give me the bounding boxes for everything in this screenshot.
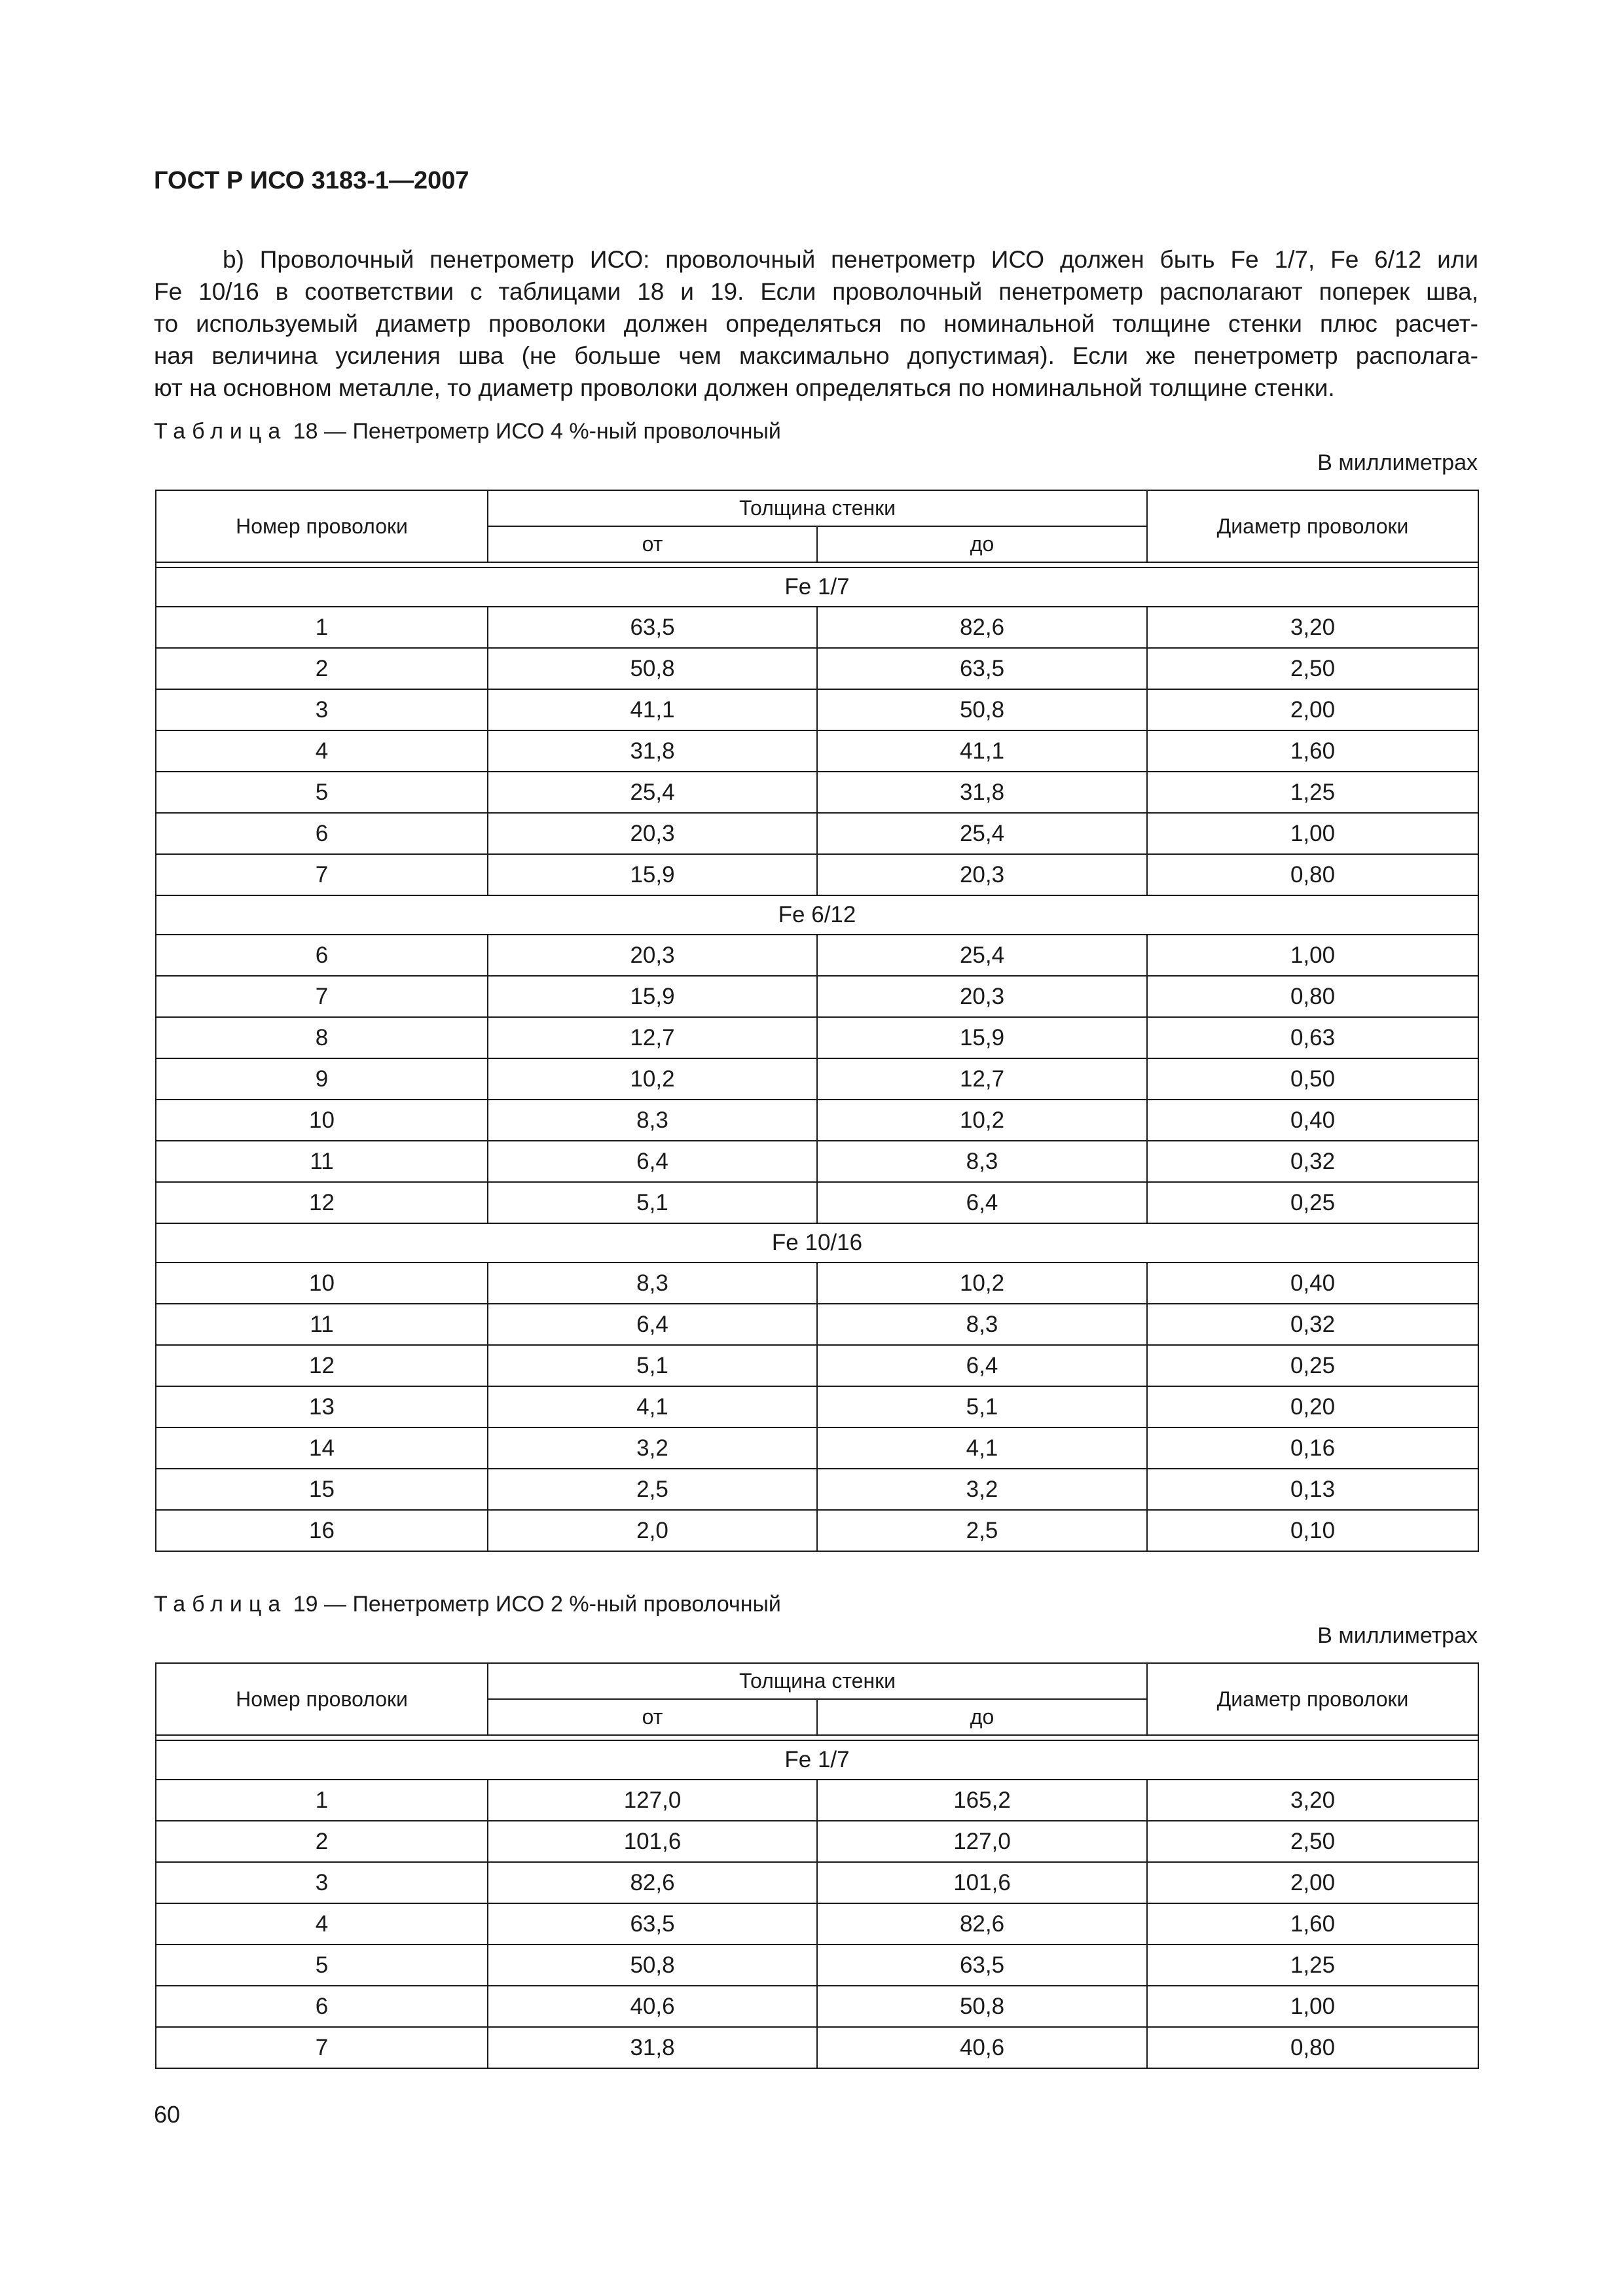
table-cell: 0,80 bbox=[1147, 976, 1478, 1017]
col-header-wire-number: Номер проволоки bbox=[156, 1663, 488, 1735]
table-cell: 14 bbox=[156, 1427, 488, 1469]
table-cell: 1,00 bbox=[1147, 1986, 1478, 2027]
table-caption-text: 19 — Пенетрометр ИСО 2 %-ный проволочный bbox=[293, 1592, 781, 1617]
table-row bbox=[156, 1903, 1478, 1945]
table-cell: 31,8 bbox=[817, 772, 1147, 813]
table-cell: 1 bbox=[156, 607, 488, 648]
table-cell: 0,63 bbox=[1147, 1017, 1478, 1058]
document-header: ГОСТ Р ИСО 3183-1—2007 bbox=[154, 167, 469, 194]
table-cell: 0,32 bbox=[1147, 1304, 1478, 1345]
table-cell: 5,1 bbox=[817, 1386, 1147, 1427]
group-header: Fe 1/7 bbox=[156, 1740, 1478, 1780]
table-cell: 101,6 bbox=[817, 1862, 1147, 1903]
paragraph-line: то используемый диаметр проволоки должен определяться по номинальной толщине стенки плюс расчет- bbox=[154, 310, 1478, 337]
table-cell: 2,50 bbox=[1147, 648, 1478, 689]
table-cell: 9 bbox=[156, 1058, 488, 1100]
table-caption-word: Таблица bbox=[154, 1592, 287, 1617]
table-cell: 63,5 bbox=[488, 1903, 817, 1945]
table-cell: 8,3 bbox=[488, 1100, 817, 1141]
table-cell: 101,6 bbox=[488, 1821, 817, 1862]
table-cell: 63,5 bbox=[817, 648, 1147, 689]
table-row bbox=[156, 1141, 1478, 1182]
table-row bbox=[156, 772, 1478, 813]
table-cell: 1,60 bbox=[1147, 1903, 1478, 1945]
paragraph-line: ная величина усиления шва (не больше чем максимально допустимая). Если же пенетрометр располага- bbox=[154, 342, 1478, 369]
table-cell: 3,20 bbox=[1147, 1780, 1478, 1821]
table-row bbox=[156, 935, 1478, 976]
table-cell: 3,2 bbox=[817, 1469, 1147, 1510]
table-cell: 10,2 bbox=[817, 1263, 1147, 1304]
table-cell: 8 bbox=[156, 1017, 488, 1058]
table-cell: 31,8 bbox=[488, 2027, 817, 2068]
table-cell: 10 bbox=[156, 1263, 488, 1304]
table-cell: 50,8 bbox=[488, 1945, 817, 1986]
table-cell: 1,60 bbox=[1147, 730, 1478, 772]
table-row bbox=[156, 1469, 1478, 1510]
table-cell: 15,9 bbox=[488, 854, 817, 895]
body-paragraph bbox=[154, 243, 1478, 404]
table-cell: 6 bbox=[156, 813, 488, 854]
table-cell: 12 bbox=[156, 1182, 488, 1223]
table-cell: 1,25 bbox=[1147, 1945, 1478, 1986]
table-cell: 2,00 bbox=[1147, 689, 1478, 730]
table-cell: 20,3 bbox=[817, 854, 1147, 895]
table-row bbox=[156, 1182, 1478, 1223]
paragraph-line: ют на основном металле, то диаметр проволоки должен определяться по номинальной толщине стенки. bbox=[154, 374, 1335, 401]
table-cell: 12,7 bbox=[488, 1017, 817, 1058]
table-cell: 0,25 bbox=[1147, 1182, 1478, 1223]
table-row bbox=[156, 1304, 1478, 1345]
table-row bbox=[156, 1017, 1478, 1058]
table-caption-word: Таблица bbox=[154, 419, 287, 444]
table-row bbox=[156, 1862, 1478, 1903]
table-units: В миллиметрах bbox=[1317, 1623, 1478, 1648]
table-cell: 0,40 bbox=[1147, 1100, 1478, 1141]
group-header: Fe 6/12 bbox=[156, 895, 1478, 935]
table-row bbox=[156, 1263, 1478, 1304]
table-cell: 6,4 bbox=[817, 1182, 1147, 1223]
table-cell: 6,4 bbox=[817, 1345, 1147, 1386]
table-row bbox=[156, 1058, 1478, 1100]
table-cell: 40,6 bbox=[817, 2027, 1147, 2068]
table-cell: 8,3 bbox=[488, 1263, 817, 1304]
table-cell: 15 bbox=[156, 1469, 488, 1510]
group-header: Fe 1/7 bbox=[156, 567, 1478, 607]
table-cell: 5 bbox=[156, 1945, 488, 1986]
table-cell: 0,25 bbox=[1147, 1345, 1478, 1386]
table-cell: 50,8 bbox=[817, 1986, 1147, 2027]
table-cell: 7 bbox=[156, 976, 488, 1017]
table-cell: 40,6 bbox=[488, 1986, 817, 2027]
table-cell: 4 bbox=[156, 730, 488, 772]
table-cell: 8,3 bbox=[817, 1304, 1147, 1345]
table-row bbox=[156, 1821, 1478, 1862]
table-cell: 5 bbox=[156, 772, 488, 813]
table-cell: 50,8 bbox=[817, 689, 1147, 730]
table-cell: 3,2 bbox=[488, 1427, 817, 1469]
table-cell: 11 bbox=[156, 1304, 488, 1345]
table-cell: 165,2 bbox=[817, 1780, 1147, 1821]
table-row bbox=[156, 1427, 1478, 1469]
group-header: Fe 10/16 bbox=[156, 1223, 1478, 1263]
table-cell: 3 bbox=[156, 689, 488, 730]
table-row bbox=[156, 1386, 1478, 1427]
paragraph-line: b) Проволочный пенетрометр ИСО: проволочный пенетрометр ИСО должен быть Fe 1/7, Fe 6/12 или bbox=[223, 246, 1478, 273]
table-cell: 4,1 bbox=[817, 1427, 1147, 1469]
table-cell: 2,5 bbox=[488, 1469, 817, 1510]
table-row bbox=[156, 1345, 1478, 1386]
table-units: В миллиметрах bbox=[1317, 450, 1478, 475]
table-cell: 10,2 bbox=[817, 1100, 1147, 1141]
table-cell: 127,0 bbox=[817, 1821, 1147, 1862]
table-cell: 2 bbox=[156, 1821, 488, 1862]
table-row bbox=[156, 813, 1478, 854]
table-spacer bbox=[156, 562, 1478, 567]
table-cell: 0,40 bbox=[1147, 1263, 1478, 1304]
table-cell: 16 bbox=[156, 1510, 488, 1551]
table-cell: 11 bbox=[156, 1141, 488, 1182]
table-cell: 1,00 bbox=[1147, 935, 1478, 976]
table-cell: 10 bbox=[156, 1100, 488, 1141]
table-row bbox=[156, 1510, 1478, 1551]
col-header-from: от bbox=[488, 526, 817, 562]
table-cell: 7 bbox=[156, 2027, 488, 2068]
table-cell: 25,4 bbox=[817, 813, 1147, 854]
table-cell: 63,5 bbox=[488, 607, 817, 648]
table-row bbox=[156, 1780, 1478, 1821]
col-header-to: до bbox=[817, 526, 1147, 562]
table-cell: 6 bbox=[156, 1986, 488, 2027]
paragraph-line: Fe 10/16 в соответствии с таблицами 18 и 19. Если проволочный пенетрометр располагают поперек шва, bbox=[154, 278, 1478, 305]
table-row bbox=[156, 730, 1478, 772]
table-cell: 63,5 bbox=[817, 1945, 1147, 1986]
table-cell: 1,25 bbox=[1147, 772, 1478, 813]
table-row bbox=[156, 1986, 1478, 2027]
table-cell: 20,3 bbox=[488, 813, 817, 854]
table-cell: 41,1 bbox=[488, 689, 817, 730]
table-cell: 2,00 bbox=[1147, 1862, 1478, 1903]
table-cell: 0,32 bbox=[1147, 1141, 1478, 1182]
table-cell: 82,6 bbox=[817, 607, 1147, 648]
table-caption bbox=[154, 1592, 781, 1617]
table-cell: 20,3 bbox=[488, 935, 817, 976]
table-cell: 15,9 bbox=[817, 1017, 1147, 1058]
table-cell: 2,50 bbox=[1147, 1821, 1478, 1862]
table-cell: 4,1 bbox=[488, 1386, 817, 1427]
col-header-wall-thickness: Толщина стенки bbox=[488, 490, 1147, 526]
table-cell: 6,4 bbox=[488, 1304, 817, 1345]
table-row bbox=[156, 607, 1478, 648]
table-cell: 1,00 bbox=[1147, 813, 1478, 854]
col-header-wall-thickness: Толщина стенки bbox=[488, 1663, 1147, 1699]
table-cell: 25,4 bbox=[488, 772, 817, 813]
col-header-from: от bbox=[488, 1699, 817, 1735]
table-cell: 4 bbox=[156, 1903, 488, 1945]
penetrometer-table-18 bbox=[155, 490, 1479, 1552]
table-cell: 0,16 bbox=[1147, 1427, 1478, 1469]
table-row bbox=[156, 976, 1478, 1017]
table-cell: 0,20 bbox=[1147, 1386, 1478, 1427]
table-row bbox=[156, 854, 1478, 895]
page-number: 60 bbox=[154, 2101, 181, 2128]
table-cell: 0,10 bbox=[1147, 1510, 1478, 1551]
table-cell: 50,8 bbox=[488, 648, 817, 689]
table-cell: 20,3 bbox=[817, 976, 1147, 1017]
table-cell: 12 bbox=[156, 1345, 488, 1386]
table-cell: 127,0 bbox=[488, 1780, 817, 1821]
table-cell: 13 bbox=[156, 1386, 488, 1427]
table-row bbox=[156, 648, 1478, 689]
col-header-wire-number: Номер проволоки bbox=[156, 490, 488, 562]
table-cell: 2,5 bbox=[817, 1510, 1147, 1551]
table-cell: 5,1 bbox=[488, 1182, 817, 1223]
table-cell: 6,4 bbox=[488, 1141, 817, 1182]
table-spacer bbox=[156, 1735, 1478, 1740]
table-row bbox=[156, 1945, 1478, 1986]
table-cell: 41,1 bbox=[817, 730, 1147, 772]
table-row bbox=[156, 2027, 1478, 2068]
table-cell: 3 bbox=[156, 1862, 488, 1903]
table-cell: 7 bbox=[156, 854, 488, 895]
table-cell: 3,20 bbox=[1147, 607, 1478, 648]
table-caption bbox=[154, 419, 781, 444]
table-cell: 0,80 bbox=[1147, 854, 1478, 895]
table-cell: 0,80 bbox=[1147, 2027, 1478, 2068]
table-row bbox=[156, 689, 1478, 730]
table-cell: 8,3 bbox=[817, 1141, 1147, 1182]
table-cell: 31,8 bbox=[488, 730, 817, 772]
table-cell: 6 bbox=[156, 935, 488, 976]
table-cell: 2 bbox=[156, 648, 488, 689]
penetrometer-table-19 bbox=[155, 1662, 1479, 2069]
table-caption-text: 18 — Пенетрометр ИСО 4 %-ный проволочный bbox=[293, 419, 781, 444]
table-cell: 82,6 bbox=[817, 1903, 1147, 1945]
col-header-wire-diameter: Диаметр проволоки bbox=[1147, 490, 1478, 562]
col-header-to: до bbox=[817, 1699, 1147, 1735]
table-cell: 12,7 bbox=[817, 1058, 1147, 1100]
table-cell: 25,4 bbox=[817, 935, 1147, 976]
table-cell: 2,0 bbox=[488, 1510, 817, 1551]
table-cell: 82,6 bbox=[488, 1862, 817, 1903]
col-header-wire-diameter: Диаметр проволоки bbox=[1147, 1663, 1478, 1735]
table-cell: 15,9 bbox=[488, 976, 817, 1017]
table-row bbox=[156, 1100, 1478, 1141]
table-cell: 10,2 bbox=[488, 1058, 817, 1100]
table-cell: 5,1 bbox=[488, 1345, 817, 1386]
table-cell: 1 bbox=[156, 1780, 488, 1821]
table-cell: 0,50 bbox=[1147, 1058, 1478, 1100]
table-cell: 0,13 bbox=[1147, 1469, 1478, 1510]
